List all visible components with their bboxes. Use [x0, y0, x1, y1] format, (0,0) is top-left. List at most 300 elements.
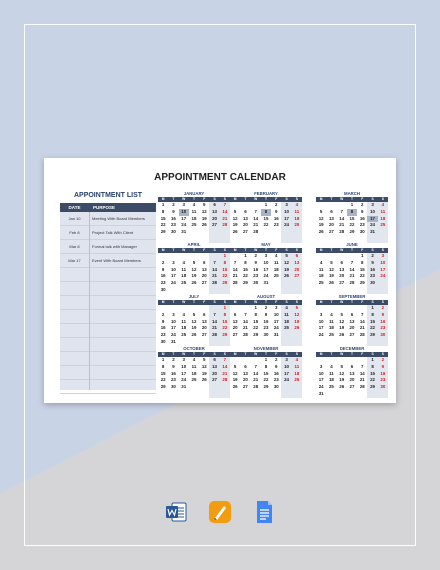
- weekday-label: T: [172, 300, 175, 304]
- calendar-day: 16: [273, 215, 279, 221]
- calendar-day: 7: [254, 363, 257, 369]
- calendar-day: 2: [161, 311, 165, 317]
- calendar-day: 18: [292, 371, 302, 378]
- calendar-day: 2: [378, 357, 388, 364]
- calendar-day: 20: [349, 377, 355, 383]
- calendar-day: 10: [181, 363, 187, 369]
- calendar-blank: [271, 391, 281, 398]
- calendar-day: 5: [340, 363, 343, 369]
- month-name: AUGUST: [256, 294, 276, 299]
- month-calendar: [158, 345, 230, 398]
- appointment-date: Mar 8: [69, 244, 80, 249]
- calendar-day: 10: [318, 370, 324, 376]
- weekday-label: M: [233, 300, 237, 304]
- calendar-day: 4: [292, 357, 302, 364]
- calendar-day: 11: [181, 318, 187, 324]
- month-calendar: [230, 345, 302, 398]
- calendar-day: 13: [201, 266, 207, 272]
- calendar-blank: [220, 391, 230, 398]
- appointment-list: [60, 190, 156, 390]
- calendar-day: 3: [264, 253, 268, 258]
- calendar-day: 28: [359, 384, 365, 390]
- calendar-day: 17: [170, 273, 176, 279]
- calendar-day: 3: [281, 357, 291, 364]
- day-grid: [158, 253, 230, 294]
- month-calendar: [230, 241, 302, 294]
- calendar-day: 4: [182, 311, 185, 317]
- calendar-day: 16: [378, 371, 388, 378]
- calendar-day: 12: [339, 370, 345, 376]
- calendar-day: 9: [361, 208, 364, 214]
- calendar-day: 22: [367, 325, 377, 332]
- calendar-day: 14: [232, 266, 238, 272]
- google-docs-icon[interactable]: [251, 499, 277, 525]
- month-calendar: [158, 190, 230, 243]
- weekday-label: T: [172, 197, 175, 201]
- calendar-day: 15: [160, 215, 166, 221]
- calendar-day: 6: [203, 311, 206, 317]
- calendar-day: 15: [263, 370, 269, 376]
- calendar-day: 24: [367, 222, 377, 229]
- calendar-day: 26: [232, 384, 238, 390]
- calendar-day: 29: [253, 332, 259, 338]
- calendar-day: 21: [253, 222, 259, 228]
- calendar-day: 18: [318, 273, 324, 279]
- calendar-day: 27: [292, 273, 302, 280]
- calendar-day: 14: [220, 364, 230, 371]
- weekday-label: M: [161, 248, 165, 252]
- calendar-day: 31: [318, 390, 324, 396]
- calendar-day: 27: [209, 377, 219, 384]
- weekday-label: W: [254, 197, 258, 201]
- calendar-blank: [261, 229, 271, 236]
- weekday-label: T: [192, 352, 195, 356]
- day-grid: [158, 305, 230, 346]
- calendar-day: 6: [233, 311, 237, 317]
- month-name: NOVEMBER: [253, 346, 279, 351]
- calendar-blank: [316, 253, 326, 260]
- calendar-day: 12: [191, 318, 197, 324]
- calendar-day: 25: [328, 384, 334, 390]
- calendar-day: 25: [292, 222, 302, 229]
- calendar-day: 11: [273, 259, 279, 265]
- month-name: FEBRUARY: [254, 191, 278, 196]
- weekday-label: W: [182, 248, 186, 252]
- calendar-day: 4: [292, 202, 302, 209]
- calendar-day: 25: [181, 280, 187, 286]
- calendar-day: 16: [273, 370, 279, 376]
- calendar-day: 23: [378, 325, 388, 332]
- calendar-day: 29: [220, 280, 230, 287]
- calendar-day: 15: [253, 318, 259, 324]
- table-row: [60, 296, 156, 310]
- calendar-blank: [230, 305, 240, 312]
- calendar-blank: [158, 253, 168, 260]
- calendar-day: 27: [201, 280, 207, 286]
- calendar-day: 6: [244, 363, 247, 369]
- calendar-day: 8: [161, 208, 165, 214]
- weekday-label: T: [192, 248, 195, 252]
- calendar-day: 20: [339, 273, 345, 279]
- month-calendar: [230, 190, 302, 243]
- calendar-blank: [271, 229, 281, 236]
- calendar-day: 22: [367, 377, 377, 384]
- calendar-blank: [199, 229, 209, 236]
- calendar-day: 9: [275, 363, 278, 369]
- appointment-date: [60, 324, 89, 337]
- calendar-day: 12: [292, 312, 302, 319]
- weekday-label: M: [319, 248, 323, 252]
- calendar-day: 17: [318, 377, 324, 383]
- calendar-blank: [357, 357, 367, 364]
- calendar-blank: [316, 305, 326, 312]
- calendar-day: 26: [339, 332, 345, 338]
- calendar-day: 6: [330, 208, 333, 214]
- pages-icon[interactable]: [207, 499, 233, 525]
- calendar-day: 23: [170, 377, 176, 383]
- weekday-label: F: [361, 248, 364, 252]
- day-grid: [316, 253, 388, 294]
- calendar-day: 14: [242, 318, 248, 324]
- appointment-purpose: [89, 296, 156, 309]
- calendar-day: 1: [220, 305, 230, 312]
- calendar-day: 24: [181, 377, 187, 383]
- calendar-day: 2: [275, 202, 278, 207]
- calendar-day: 28: [242, 332, 248, 338]
- month-name: JULY: [188, 294, 200, 299]
- calendar-blank: [179, 391, 189, 398]
- calendar-day: 16: [170, 215, 176, 221]
- calendar-day: 19: [339, 377, 345, 383]
- weekday-label: W: [254, 352, 258, 356]
- calendar-day: 17: [281, 216, 291, 223]
- weekday-label: S: [285, 248, 288, 252]
- weekday-label: S: [381, 197, 384, 201]
- calendar-day: 8: [244, 259, 247, 265]
- calendar-blank: [337, 391, 347, 398]
- calendar-day: 23: [367, 273, 377, 280]
- calendar-blank: [347, 391, 357, 398]
- calendar-day: 6: [203, 259, 206, 265]
- calendar-day: 13: [209, 209, 219, 216]
- word-icon[interactable]: [163, 499, 189, 525]
- calendar-day: 16: [160, 325, 166, 331]
- calendar-day: 18: [181, 325, 187, 331]
- calendar-blank: [326, 391, 336, 398]
- calendar-day: 5: [292, 305, 302, 312]
- calendar-day: 24: [318, 384, 324, 390]
- calendar-day: 30: [170, 384, 176, 390]
- calendar-blank: [251, 202, 261, 209]
- calendar-blank: [168, 253, 178, 260]
- weekday-label: S: [223, 352, 226, 356]
- calendar-day: 9: [378, 312, 388, 319]
- weekday-label: S: [223, 248, 226, 252]
- calendar-day: 1: [264, 357, 268, 362]
- calendar-day: 15: [263, 215, 269, 221]
- calendar-day: 12: [191, 266, 197, 272]
- month-name: MARCH: [344, 191, 360, 196]
- calendar-blank: [240, 305, 250, 312]
- calendar-day: 9: [264, 311, 268, 317]
- calendar-day: 8: [367, 364, 377, 371]
- calendar-day: 26: [281, 273, 291, 280]
- weekday-label: S: [295, 352, 298, 356]
- calendar-day: 6: [209, 357, 219, 364]
- calendar-day: 2: [275, 357, 278, 362]
- calendar-day: 14: [339, 215, 345, 221]
- calendar-day: 28: [220, 377, 230, 384]
- calendar-day: 7: [361, 311, 364, 317]
- calendar-day: 5: [192, 311, 196, 317]
- calendar-day: 2: [361, 202, 364, 207]
- calendar-day: 31: [181, 229, 187, 235]
- calendar-blank: [261, 391, 271, 398]
- calendar-blank: [209, 229, 219, 236]
- calendar-day: 7: [220, 357, 230, 364]
- calendar-day: 6: [340, 259, 343, 265]
- calendar-day: 5: [203, 357, 206, 362]
- calendar-day: 12: [232, 370, 238, 376]
- calendar-day: 22: [160, 377, 166, 383]
- calendar-blank: [326, 253, 336, 260]
- appointment-purpose: [89, 282, 156, 295]
- calendar-day: 30: [170, 229, 176, 235]
- calendar-day: 12: [328, 266, 334, 272]
- appointment-purpose: Meeting With Board Members: [92, 216, 145, 221]
- weekday-label: S: [213, 248, 216, 252]
- calendar-day: 20: [292, 267, 302, 274]
- calendar-day: 16: [253, 266, 259, 272]
- weekday-label: S: [371, 248, 374, 252]
- calendar-day: 24: [181, 222, 187, 228]
- calendar-blank: [230, 391, 240, 398]
- calendar-blank: [168, 305, 178, 312]
- calendar-blank: [189, 305, 199, 312]
- weekday-label: T: [244, 352, 247, 356]
- calendar-day: 6: [350, 311, 354, 317]
- appointment-table-header: [60, 203, 156, 212]
- calendar-day: 28: [349, 280, 355, 286]
- calendar-blank: [271, 280, 281, 287]
- calendar-day: 10: [170, 318, 176, 324]
- month-name: SEPTEMBER: [338, 294, 366, 299]
- month-name: MAY: [261, 242, 271, 247]
- table-row: [60, 324, 156, 338]
- calendar-day: 26: [191, 280, 197, 286]
- calendar-day: 20: [209, 216, 219, 223]
- calendar-blank: [179, 305, 189, 312]
- weekday-label: T: [244, 248, 247, 252]
- calendar-day: 20: [209, 371, 219, 378]
- weekday-label: T: [172, 352, 175, 356]
- calendar-day: 10: [263, 259, 269, 265]
- calendar-day: 3: [182, 202, 185, 207]
- calendar-blank: [189, 384, 199, 391]
- calendar-day: 22: [242, 273, 248, 279]
- calendar-day: 5: [192, 259, 196, 265]
- calendar-day: 9: [172, 208, 175, 214]
- calendar-blank: [199, 305, 209, 312]
- appointment-date: [60, 282, 89, 295]
- calendar-day: 19: [191, 325, 197, 331]
- calendar-day: 24: [281, 377, 291, 384]
- calendar-blank: [189, 391, 199, 398]
- calendar-day: 11: [281, 312, 291, 319]
- calendar-day: 7: [209, 312, 219, 319]
- weekday-label: T: [264, 352, 267, 356]
- calendar-day: 21: [209, 273, 219, 280]
- calendar-day: 12: [201, 363, 207, 369]
- calendar-day: 19: [328, 273, 334, 279]
- calendar-day: 13: [328, 215, 334, 221]
- calendar-blank: [251, 391, 261, 398]
- calendar-day: 6: [244, 208, 247, 214]
- month-name: APRIL: [187, 242, 201, 247]
- calendar-day: 30: [160, 286, 166, 292]
- appointment-date: [60, 380, 89, 393]
- calendar-day: 7: [209, 260, 219, 267]
- calendar-day: 8: [161, 363, 165, 369]
- month-calendar: [316, 345, 388, 398]
- weekday-label: M: [161, 197, 165, 201]
- calendar-blank: [316, 357, 326, 364]
- calendar-day: 20: [328, 222, 334, 228]
- calendar-day: 26: [318, 229, 324, 235]
- purpose-column-header: PURPOSE: [93, 205, 116, 210]
- calendar-day: 17: [170, 325, 176, 331]
- calendar-blank: [337, 253, 347, 260]
- appointment-date: [60, 296, 89, 309]
- calendar-day: 3: [172, 311, 175, 317]
- calendar-day: 16: [263, 318, 269, 324]
- weekday-label: S: [371, 197, 374, 201]
- calendar-day: 30: [378, 332, 388, 339]
- calendar-blank: [281, 391, 291, 398]
- calendar-blank: [209, 391, 219, 398]
- format-icons: [0, 499, 440, 525]
- weekday-label: F: [361, 300, 364, 304]
- appointment-date: [60, 310, 89, 323]
- calendar-day: 25: [181, 332, 187, 338]
- table-row: [60, 226, 156, 240]
- calendar-day: 23: [359, 222, 365, 228]
- calendar-day: 25: [378, 222, 388, 229]
- weekday-label: T: [330, 300, 333, 304]
- table-row: [60, 240, 156, 254]
- weekday-label: M: [319, 352, 323, 356]
- calendar-day: 20: [201, 273, 207, 279]
- calendar-day: 4: [275, 253, 278, 258]
- calendar-day: 8: [220, 260, 230, 267]
- weekday-label: F: [275, 197, 278, 201]
- template-sheet: [44, 158, 396, 403]
- calendar-day: 23: [160, 332, 166, 338]
- calendar-day: 4: [281, 305, 291, 312]
- calendar-day: 24: [170, 280, 176, 286]
- calendar-day: 2: [378, 305, 388, 312]
- appointment-purpose: [89, 380, 156, 393]
- day-grid: [158, 357, 230, 398]
- calendar-day: 7: [340, 208, 343, 214]
- calendar-blank: [357, 305, 367, 312]
- calendar-day: 11: [329, 370, 334, 376]
- calendar-day: 15: [359, 266, 365, 272]
- weekday-label: M: [161, 352, 165, 356]
- appointment-purpose: [89, 268, 156, 281]
- weekday-label: S: [295, 248, 298, 252]
- calendar-day: 14: [349, 266, 355, 272]
- calendar-day: 7: [350, 259, 354, 265]
- table-row: [60, 366, 156, 380]
- calendar-blank: [240, 391, 250, 398]
- calendar-day: 9: [367, 260, 377, 267]
- calendar-day: 25: [328, 332, 334, 338]
- appointment-purpose: Project Talk With Client: [92, 230, 134, 235]
- calendar-blank: [326, 305, 336, 312]
- calendar-day: 2: [161, 259, 165, 265]
- calendar-day: 1: [254, 305, 257, 310]
- calendar-day: 17: [181, 370, 187, 376]
- calendar-day: 20: [349, 325, 355, 331]
- weekday-label: S: [371, 352, 374, 356]
- table-row: [60, 268, 156, 282]
- calendar-day: 27: [242, 384, 248, 390]
- calendar-day: 14: [209, 267, 219, 274]
- calendar-blank: [199, 253, 209, 260]
- calendar-day: 16: [359, 215, 365, 221]
- calendar-day: 12: [201, 208, 207, 214]
- calendar-blank: [199, 384, 209, 391]
- calendar-day: 23: [273, 377, 279, 383]
- calendar-day: 8: [220, 312, 230, 319]
- appointment-purpose: Formal talk with Manager: [92, 244, 137, 249]
- calendar-day: 28: [209, 280, 219, 287]
- calendar-day: 19: [318, 222, 324, 228]
- calendar-day: 15: [220, 319, 230, 326]
- weekday-label: F: [275, 248, 278, 252]
- calendar-day: 13: [209, 364, 219, 371]
- calendar-day: 11: [292, 209, 302, 216]
- calendar-day: 1: [350, 202, 354, 207]
- calendar-day: 20: [232, 325, 238, 331]
- calendar-day: 13: [201, 318, 207, 324]
- calendar-day: 3: [172, 259, 175, 265]
- calendar-day: 7: [220, 202, 230, 209]
- calendar-day: 1: [264, 202, 268, 207]
- weekday-label: W: [254, 300, 258, 304]
- calendar-blank: [347, 357, 357, 364]
- weekday-label: W: [182, 197, 186, 201]
- day-grid: [230, 253, 302, 294]
- calendar-blank: [378, 391, 388, 398]
- calendar-day: 11: [191, 208, 197, 214]
- calendar-blank: [292, 280, 302, 287]
- calendar-day: 7: [254, 208, 257, 214]
- calendar-day: 22: [160, 222, 166, 228]
- calendar-blank: [326, 202, 336, 209]
- calendar-day: 1: [361, 253, 364, 258]
- calendar-day: 4: [378, 202, 388, 209]
- calendar-day: 12: [281, 260, 291, 267]
- calendar-day: 25: [191, 377, 197, 383]
- appointment-purpose: [89, 324, 156, 337]
- calendar-day: 8: [367, 312, 377, 319]
- appointment-date: Jan 10: [68, 216, 81, 221]
- calendar-day: 18: [328, 377, 334, 383]
- calendar-day: 29: [349, 229, 355, 235]
- calendar-blank: [316, 202, 326, 209]
